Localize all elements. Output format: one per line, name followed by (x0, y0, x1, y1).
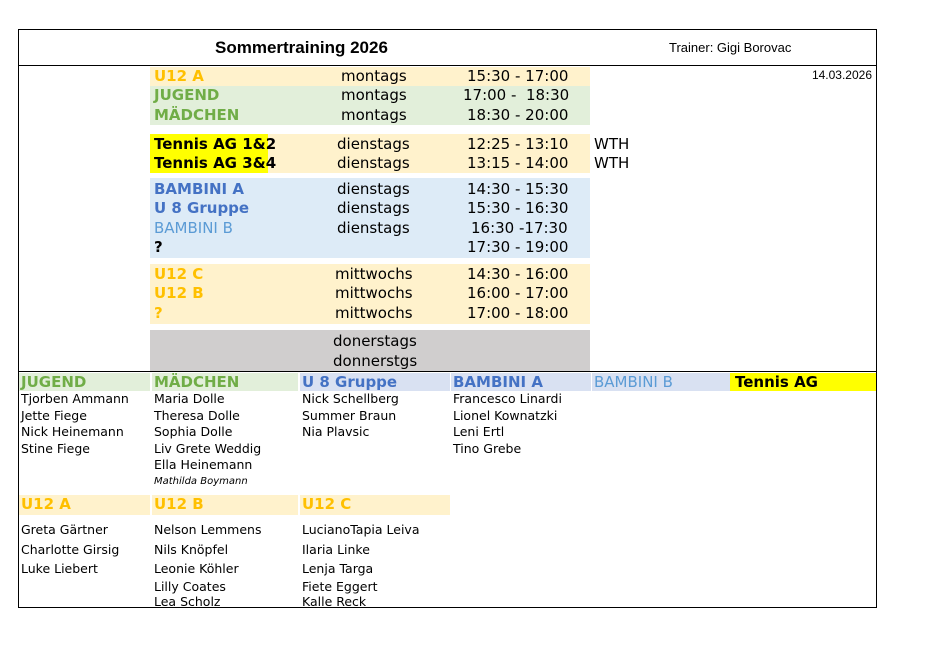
time-label: 15:30 - 17:00 (467, 67, 569, 85)
day-label: donerstags (333, 332, 417, 350)
group-header-bambini-a: BAMBINI A (451, 373, 591, 391)
place-label: WTH (594, 135, 630, 153)
member-list-u8 (302, 391, 399, 441)
schedule-sheet (18, 29, 877, 608)
day-label: mittwochs (335, 284, 413, 302)
time-label: 12:25 - 13:10 (467, 135, 569, 153)
group-header-u8: U 8 Gruppe (300, 373, 450, 391)
member-note: Mathilda Boymann (154, 475, 248, 487)
member-name: Charlotte Girsig (21, 541, 120, 557)
member-name: Maria Dolle (154, 391, 225, 406)
member-name: Francesco Linardi (453, 391, 562, 406)
sheet-header (19, 30, 876, 66)
group-header-jugend: JUGEND (19, 373, 150, 391)
time-label: 17:00 - 18:00 (467, 304, 569, 322)
member-name: Lionel Kownatzki (453, 407, 558, 423)
member-name: Nils Knöpfel (154, 541, 229, 557)
group-header-u12b: U12 B (152, 495, 298, 515)
group-label: U12 B (154, 284, 204, 302)
group-label: BAMBINI B (154, 219, 233, 237)
date-label: 14.03.2026 (811, 68, 872, 82)
time-label: 16:00 - 17:00 (467, 284, 569, 302)
member-list-u12c (302, 520, 419, 610)
member-name: Tjorben Ammann (21, 391, 129, 406)
group-label: BAMBINI A (154, 180, 244, 198)
time-label: 17:00 - 18:30 (463, 86, 570, 104)
trainer-label: Trainer: Gigi Borovac (669, 40, 792, 55)
member-list-maedchen (154, 391, 261, 490)
member-name: Nick Heinemann (21, 424, 124, 439)
member-name: Nick Schellberg (302, 391, 399, 406)
member-name: LucianoTapia Leiva (302, 522, 420, 537)
group-label: Tennis AG 3&4 (154, 154, 277, 172)
member-list-jugend (21, 391, 129, 457)
group-label: JUGEND (154, 86, 220, 104)
group-label: U 8 Gruppe (154, 199, 250, 217)
place-label: WTH (594, 154, 630, 172)
member-name: Ilaria Linke (302, 541, 370, 557)
day-label: montags (341, 86, 407, 104)
group-label: ? (154, 238, 163, 256)
member-name: Liv Grete Weddig (154, 440, 262, 456)
day-label: dienstags (337, 199, 410, 217)
member-list-u12a (21, 520, 119, 579)
member-name: Lilly Coates (154, 578, 226, 594)
time-label: 17:30 - 19:00 (467, 238, 569, 256)
member-name: Jette Fiege (21, 407, 87, 423)
member-name: Stine Fiege (21, 440, 90, 456)
member-name: Tino Grebe (453, 440, 522, 456)
day-label: dienstags (337, 219, 410, 237)
page-title: Sommertraining 2026 (215, 38, 388, 57)
time-label: 13:15 - 14:00 (467, 154, 569, 172)
divider (19, 371, 876, 372)
group-header-maedchen: MÄDCHEN (152, 373, 298, 391)
member-name: Nia Plavsic (302, 424, 370, 439)
day-label: dienstags (337, 154, 410, 172)
member-list-u12b (154, 520, 261, 610)
group-label: U12 A (154, 67, 204, 85)
group-header-tennis-ag: Tennis AG (730, 373, 876, 391)
member-name: Leonie Köhler (154, 561, 239, 576)
member-name: Kalle Reck (302, 594, 367, 609)
member-name: Theresa Dolle (154, 407, 240, 423)
member-name: Fiete Eggert (302, 578, 378, 594)
group-header-u12c: U12 C (300, 495, 450, 515)
time-label: 14:30 - 16:00 (467, 265, 569, 283)
member-name: Luke Liebert (21, 561, 98, 576)
time-label: 16:30 -17:30 (471, 219, 568, 237)
member-name: Sophia Dolle (154, 424, 233, 439)
member-name: Nelson Lemmens (154, 522, 262, 537)
time-label: 15:30 - 16:30 (467, 199, 569, 217)
group-label: ? (154, 304, 163, 322)
member-name: Summer Braun (302, 407, 397, 423)
group-label: MÄDCHEN (154, 106, 240, 124)
member-list-bambini-a (453, 391, 562, 457)
member-name: Greta Gärtner (21, 522, 108, 537)
member-name: Lea Scholz (154, 594, 221, 609)
day-label: dienstags (337, 135, 410, 153)
member-name: Ella Heinemann (154, 457, 253, 472)
day-label: dienstags (337, 180, 410, 198)
day-label: mittwochs (335, 265, 413, 283)
member-name: Leni Ertl (453, 424, 505, 439)
day-label: montags (341, 106, 407, 124)
member-name: Lenja Targa (302, 561, 374, 576)
group-label: Tennis AG 1&2 (154, 135, 277, 153)
group-header-bambini-b: BAMBINI B (592, 373, 730, 391)
day-label: montags (341, 67, 407, 85)
group-header-u12a: U12 A (19, 495, 150, 515)
time-label: 18:30 - 20:00 (467, 106, 569, 124)
time-label: 14:30 - 15:30 (467, 180, 569, 198)
group-label: U12 C (154, 265, 204, 283)
day-label: mittwochs (335, 304, 413, 322)
day-label: donnerstgs (333, 352, 418, 370)
